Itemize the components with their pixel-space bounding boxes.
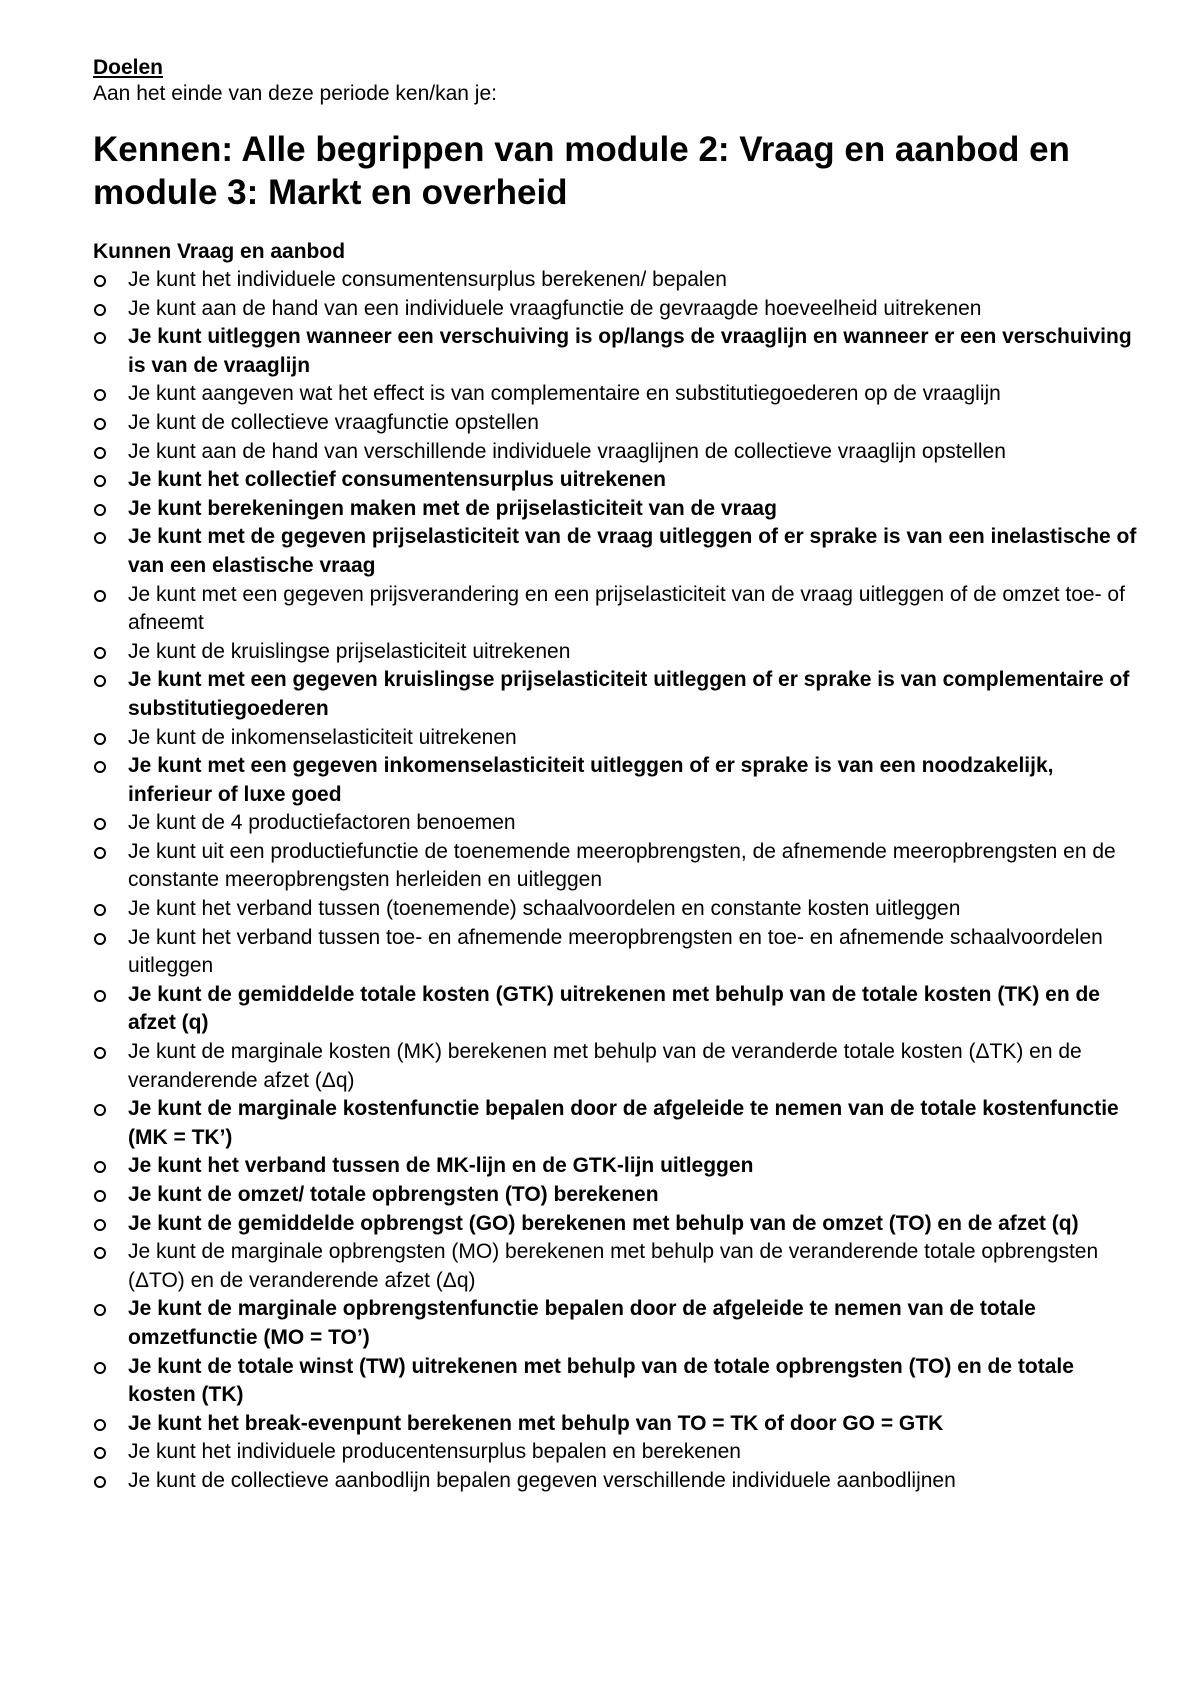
goal-text: Je kunt de gemiddelde totale kosten (GTK) uitrekenen met behulp van de totale kosten (TK) en de afzet (q) [128, 982, 1100, 1035]
goal-item [93, 1238, 1140, 1295]
goal-item [93, 323, 1140, 380]
goal-item [93, 1353, 1140, 1410]
goal-item [93, 523, 1140, 580]
goals-list [93, 266, 1140, 1496]
goal-text: Je kunt aan de hand van een individuele vraagfunctie de gevraagde hoeveelheid uitrekenen [128, 296, 982, 320]
circle-bullet-icon [94, 389, 106, 401]
circle-bullet-icon [94, 933, 106, 945]
circle-bullet-icon [94, 761, 106, 773]
goal-text: Je kunt het verband tussen (toenemende) schaalvoordelen en constante kosten uitleggen [128, 897, 961, 921]
goal-item [93, 581, 1140, 638]
circle-bullet-icon [94, 990, 106, 1002]
goal-item [93, 666, 1140, 723]
circle-bullet-icon [94, 1219, 106, 1231]
goal-text: Je kunt met een gegeven kruislingse prijselasticiteit uitleggen of er sprake is van complementaire of substitutiegoederen [128, 668, 1130, 720]
goal-item [93, 1095, 1140, 1152]
circle-bullet-icon [94, 304, 106, 316]
goal-text: Je kunt met een gegeven inkomenselasticiteit uitleggen of er sprake is van een noodzakelijk, inferieur of luxe goed [128, 754, 1054, 806]
circle-bullet-icon [94, 332, 106, 344]
goal-text: Je kunt met de gegeven prijselasticiteit van de vraag uitleggen of er sprake is van een inelastische of van een elastische vraag [128, 525, 1137, 577]
goal-text: Je kunt aangeven wat het effect is van complementaire en substitutiegoederen op de vraaglijn [128, 382, 1001, 406]
goal-item [93, 838, 1140, 895]
goal-text: Je kunt de collectieve vraagfunctie opstellen [128, 410, 539, 434]
goal-text: Je kunt uit een productiefunctie de toenemende meeropbrengsten, de afnemende meeropbrengsten en de constante meeropbrengsten herleiden en uitleggen [128, 839, 1116, 892]
goal-text: Je kunt het individuele consumentensurplus berekenen/ bepalen [128, 268, 727, 291]
goal-text: Je kunt de marginale opbrengstenfunctie bepalen door de afgeleide te nemen van de totale omzetfunctie (MO = TO’) [128, 1297, 1036, 1349]
goal-text: Je kunt het collectief consumentensurplus uitrekenen [128, 468, 666, 492]
goal-item [93, 724, 1140, 753]
goal-text: Je kunt de totale winst (TW) uitrekenen met behulp van de totale opbrengsten (TO) en de totale kosten (TK) [128, 1354, 1074, 1407]
circle-bullet-icon [94, 904, 106, 916]
goal-item [93, 266, 1140, 295]
goal-item [93, 466, 1140, 495]
goal-text: Je kunt het break-evenpunt berekenen met behulp van TO = TK of door GO = GTK [128, 1411, 944, 1435]
circle-bullet-icon [94, 418, 106, 430]
circle-bullet-icon [94, 1447, 106, 1459]
circle-bullet-icon [94, 847, 106, 859]
goal-text: Je kunt berekeningen maken met de prijselasticiteit van de vraag [128, 496, 777, 520]
circle-bullet-icon [94, 733, 106, 745]
circle-bullet-icon [94, 1104, 106, 1116]
circle-bullet-icon [94, 647, 106, 659]
goal-text: Je kunt het individuele producentensurplus bepalen en berekenen [128, 1440, 741, 1464]
circle-bullet-icon [94, 1190, 106, 1202]
goal-item [93, 1410, 1140, 1439]
circle-bullet-icon [94, 532, 106, 544]
goal-text: Je kunt de kruislingse prijselasticiteit uitrekenen [128, 639, 571, 663]
goal-text: Je kunt de marginale kostenfunctie bepalen door de afgeleide te nemen van de totale kostenfunctie (MK = TK’) [128, 1097, 1119, 1149]
circle-bullet-icon [94, 275, 106, 287]
circle-bullet-icon [94, 1362, 106, 1374]
kennen-heading: Kennen: Alle begrippen van module 2: Vraag en aanbod en module 3: Markt en overheid [93, 130, 1070, 212]
circle-bullet-icon [94, 447, 106, 459]
circle-bullet-icon [94, 675, 106, 687]
goal-item [93, 1152, 1140, 1181]
goal-item [93, 809, 1140, 838]
circle-bullet-icon [94, 1161, 106, 1173]
goal-text: Je kunt aan de hand van verschillende individuele vraaglijnen de collectieve vraaglijn opstellen [128, 439, 1006, 463]
goal-text: Je kunt de gemiddelde opbrengst (GO) berekenen met behulp van de omzet (TO) en de afzet (q) [128, 1211, 1079, 1235]
circle-bullet-icon [94, 1047, 106, 1059]
goal-item [93, 924, 1140, 981]
goal-text: Je kunt de 4 productiefactoren benoemen [128, 811, 516, 835]
goal-item [93, 1295, 1140, 1352]
goal-item [93, 752, 1140, 809]
goal-text: Je kunt de marginale opbrengsten (MO) berekenen met behulp van de veranderende totale opbrengsten (ΔTO) en de veranderende afzet (Δq) [128, 1240, 1099, 1292]
goal-item [93, 1467, 1140, 1496]
goal-item [93, 495, 1140, 524]
kunnen-heading: Kunnen Vraag en aanbod [93, 240, 346, 263]
circle-bullet-icon [94, 1247, 106, 1259]
goal-item [93, 1181, 1140, 1210]
circle-bullet-icon [94, 1304, 106, 1316]
goal-text: Je kunt met een gegeven prijsverandering en een prijselasticiteit van de vraag uitleggen of de omzet toe- of afneemt [128, 582, 1125, 635]
circle-bullet-icon [94, 818, 106, 830]
circle-bullet-icon [94, 590, 106, 602]
goal-text: Je kunt de marginale kosten (MK) berekenen met behulp van de veranderde totale kosten (ΔTK) en de veranderende afzet (Δq) [128, 1040, 1082, 1092]
doelen-heading: Doelen [93, 56, 164, 79]
goal-item [93, 1038, 1140, 1095]
goal-item [93, 438, 1140, 467]
goal-item [93, 295, 1140, 324]
goal-text: Je kunt de collectieve aanbodlijn bepalen gegeven verschillende individuele aanbodlijnen [128, 1468, 956, 1492]
goal-text: Je kunt uitleggen wanneer een verschuiving is op/langs de vraaglijn en wanneer er een verschuiving is van de vraaglijn [128, 325, 1132, 377]
goal-text: Je kunt het verband tussen toe- en afnemende meeropbrengsten en toe- en afnemende schaalvoordelen uitleggen [128, 925, 1103, 978]
goal-text: Je kunt de inkomenselasticiteit uitrekenen [128, 725, 517, 749]
circle-bullet-icon [94, 504, 106, 516]
goal-item [93, 981, 1140, 1038]
goal-item [93, 1210, 1140, 1239]
goal-text: Je kunt de omzet/ totale opbrengsten (TO) berekenen [128, 1183, 659, 1206]
goal-item [93, 895, 1140, 924]
goal-item [93, 409, 1140, 438]
circle-bullet-icon [94, 1476, 106, 1488]
goal-item [93, 1438, 1140, 1467]
goal-text: Je kunt het verband tussen de MK-lijn en de GTK-lijn uitleggen [128, 1154, 754, 1178]
goal-item [93, 638, 1140, 667]
circle-bullet-icon [94, 475, 106, 487]
goal-item [93, 380, 1140, 409]
intro-text: Aan het einde van deze periode ken/kan je: [93, 82, 497, 105]
circle-bullet-icon [94, 1419, 106, 1431]
